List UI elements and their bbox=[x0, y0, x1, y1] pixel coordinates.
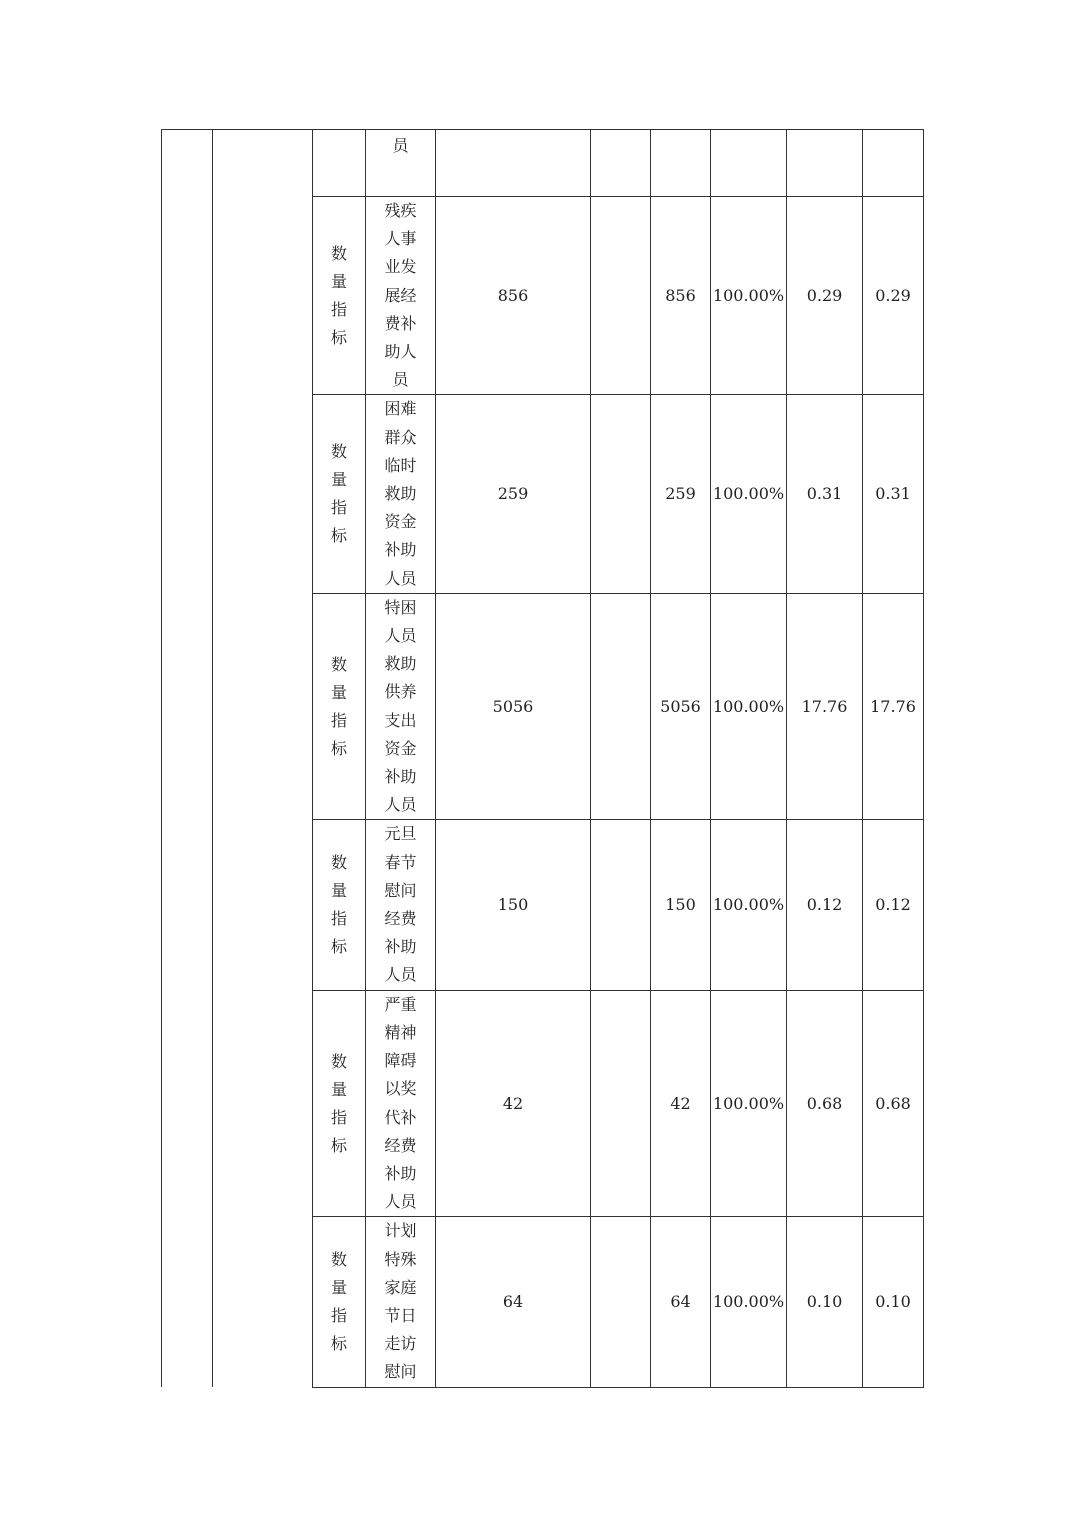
completion-rate: 100.00% bbox=[711, 197, 787, 395]
indicator-type: 数量指标 bbox=[330, 1051, 347, 1155]
target-value: 42 bbox=[436, 990, 591, 1217]
empty-cell bbox=[591, 593, 651, 820]
weight-value: 0.29 bbox=[787, 197, 863, 395]
table-row bbox=[162, 130, 924, 197]
completion-rate: 100.00% bbox=[711, 395, 787, 593]
weight-value: 17.76 bbox=[787, 593, 863, 820]
completion-rate: 100.00% bbox=[711, 990, 787, 1217]
category-cell bbox=[162, 130, 213, 1388]
actual-value: 42 bbox=[651, 990, 711, 1217]
indicator-name-cell bbox=[366, 1217, 436, 1387]
target-value: 856 bbox=[436, 197, 591, 395]
actual-value: 64 bbox=[651, 1217, 711, 1387]
completion-rate: 100.00% bbox=[711, 820, 787, 990]
empty-cell bbox=[591, 990, 651, 1217]
indicator-name-cell bbox=[366, 593, 436, 820]
target-value: 259 bbox=[436, 395, 591, 593]
empty-cell bbox=[591, 130, 651, 197]
indicator-cell bbox=[313, 593, 366, 820]
indicator-name: 困难群众临时救助资金补助人员 bbox=[384, 399, 417, 588]
indicator-type: 数量指标 bbox=[330, 853, 347, 957]
indicator-cell bbox=[313, 990, 366, 1217]
indicator-cell bbox=[313, 1217, 366, 1387]
empty-cell bbox=[591, 1217, 651, 1387]
score-value: 0.12 bbox=[863, 820, 924, 990]
score-value: 17.76 bbox=[863, 593, 924, 820]
indicator-name: 严重精神障碍以奖代补经费补助人员 bbox=[384, 994, 417, 1212]
empty-cell bbox=[591, 395, 651, 593]
score-value: 0.29 bbox=[863, 197, 924, 395]
indicator-type: 数量指标 bbox=[330, 243, 347, 347]
actual-value: 856 bbox=[651, 197, 711, 395]
weight-cell bbox=[787, 130, 863, 197]
target-value: 64 bbox=[436, 1217, 591, 1387]
target-value: 150 bbox=[436, 820, 591, 990]
indicator-cell bbox=[313, 820, 366, 990]
indicator-name-cell bbox=[366, 130, 436, 197]
indicator-name: 残疾人事业发展经费补助人员 bbox=[384, 201, 417, 390]
actual-value: 259 bbox=[651, 395, 711, 593]
score-cell bbox=[863, 130, 924, 197]
subcategory-cell bbox=[213, 130, 313, 1388]
empty-cell bbox=[591, 197, 651, 395]
actual-value: 150 bbox=[651, 820, 711, 990]
target-value-cell bbox=[436, 130, 591, 197]
performance-table bbox=[161, 129, 924, 1388]
completion-rate: 100.00% bbox=[711, 593, 787, 820]
indicator-cell bbox=[313, 130, 366, 197]
indicator-cell bbox=[313, 197, 366, 395]
indicator-name: 计划特殊家庭节日走访慰问 bbox=[384, 1221, 417, 1382]
actual-value-cell bbox=[651, 130, 711, 197]
weight-value: 0.31 bbox=[787, 395, 863, 593]
completion-rate: 100.00% bbox=[711, 1217, 787, 1387]
indicator-name-cell bbox=[366, 820, 436, 990]
score-value: 0.31 bbox=[863, 395, 924, 593]
indicator-name: 特困人员救助供养支出资金补助人员 bbox=[384, 597, 417, 815]
indicator-cell bbox=[313, 395, 366, 593]
score-value: 0.10 bbox=[863, 1217, 924, 1387]
actual-value: 5056 bbox=[651, 593, 711, 820]
indicator-name: 元旦春节慰问经费补助人员 bbox=[384, 824, 417, 985]
indicator-type: 数量指标 bbox=[330, 442, 347, 546]
indicator-type: 数量指标 bbox=[330, 1249, 347, 1353]
indicator-name-cell bbox=[366, 197, 436, 395]
weight-value: 0.12 bbox=[787, 820, 863, 990]
completion-rate-cell bbox=[711, 130, 787, 197]
target-value: 5056 bbox=[436, 593, 591, 820]
empty-cell bbox=[591, 820, 651, 990]
indicator-name-cell bbox=[366, 990, 436, 1217]
weight-value: 0.10 bbox=[787, 1217, 863, 1387]
indicator-type: 数量指标 bbox=[330, 654, 347, 758]
indicator-name: 员 bbox=[392, 136, 409, 155]
score-value: 0.68 bbox=[863, 990, 924, 1217]
weight-value: 0.68 bbox=[787, 990, 863, 1217]
indicator-name-cell bbox=[366, 395, 436, 593]
